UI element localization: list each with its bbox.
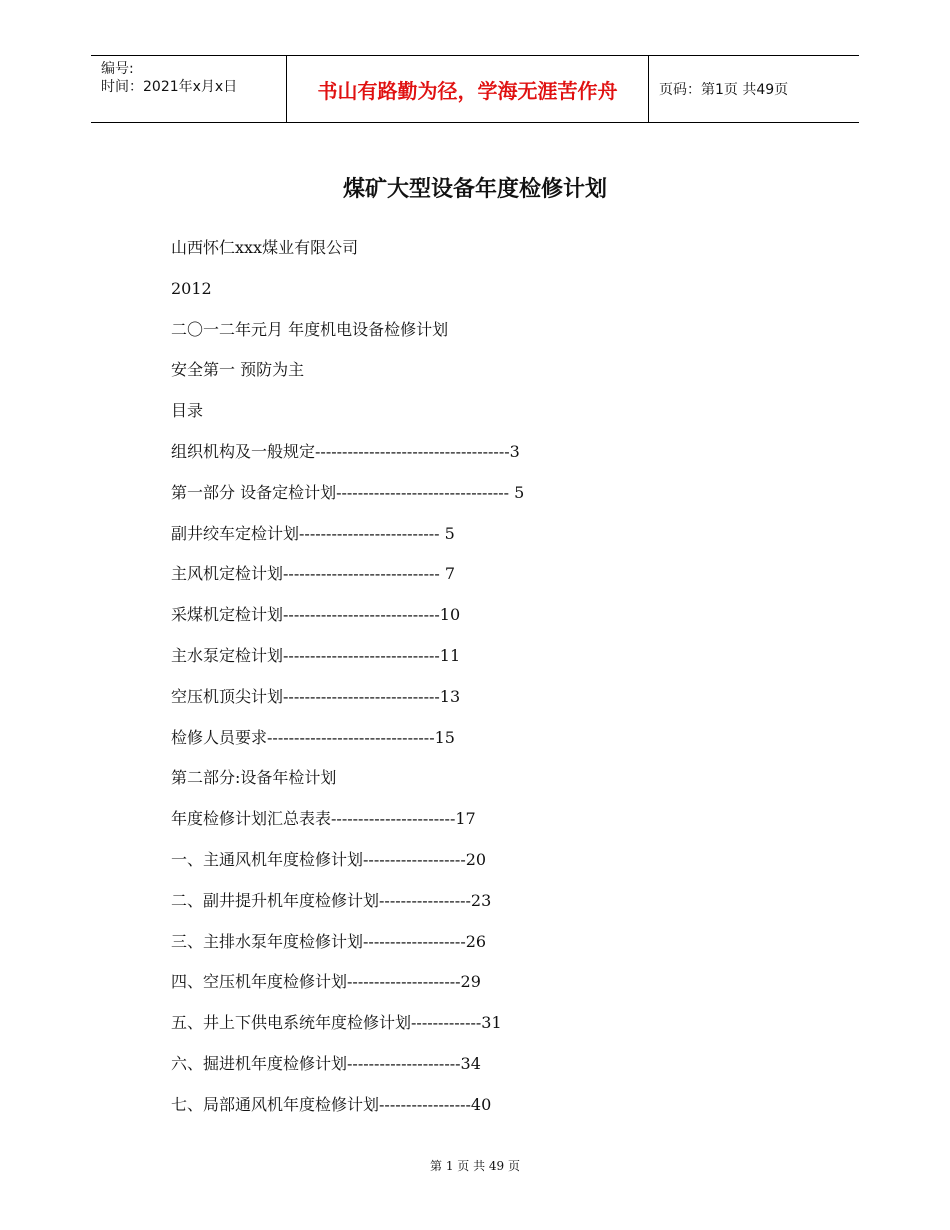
toc-entry: 空压机顶尖计划-----------------------------13 bbox=[171, 686, 461, 706]
toc-entry: 年度检修计划汇总表表-----------------------17 bbox=[171, 809, 476, 829]
toc-entry: 主水泵定检计划-----------------------------11 bbox=[171, 645, 461, 665]
year-line: 2012 bbox=[171, 278, 212, 298]
toc-entry: 主风机定检计划----------------------------- 7 bbox=[171, 564, 456, 584]
document-number-label: 编号: bbox=[101, 61, 134, 77]
toc-entry: 第一部分 设备定检计划-------------------------------- 5 bbox=[171, 482, 525, 502]
toc-heading: 目录 bbox=[171, 401, 204, 421]
toc-entry: 检修人员要求-------------------------------15 bbox=[171, 727, 455, 747]
toc-entry: 五、井上下供电系统年度检修计划-------------31 bbox=[171, 1013, 502, 1033]
toc-entry: 六、掘进机年度检修计划---------------------34 bbox=[171, 1053, 481, 1073]
company-line: 山西怀仁xxx煤业有限公司 bbox=[171, 238, 359, 257]
toc-entry: 采煤机定检计划-----------------------------10 bbox=[171, 605, 461, 625]
plan-date-line: 二〇一二年元月 年度机电设备检修计划 bbox=[171, 319, 449, 339]
page-header bbox=[91, 55, 859, 123]
page-footer: 第 1 页 共 49 页 bbox=[430, 1159, 520, 1173]
toc-entry: 副井绞车定检计划-------------------------- 5 bbox=[171, 523, 455, 543]
header-left-cell bbox=[91, 56, 287, 122]
toc-entry: 组织机构及一般规定------------------------------------3 bbox=[171, 441, 520, 461]
toc-entry: 一、主通风机年度检修计划-------------------20 bbox=[171, 849, 487, 869]
toc-entry: 四、空压机年度检修计划---------------------29 bbox=[171, 972, 481, 992]
document-body bbox=[171, 236, 524, 1134]
toc-entry: 七、局部通风机年度检修计划-----------------40 bbox=[171, 1094, 492, 1114]
safety-slogan: 安全第一 预防为主 bbox=[171, 360, 305, 380]
header-motto: 书山有路勤为径，学海无涯苦作舟 bbox=[287, 56, 649, 122]
header-page-info: 页码：第1页 共49页 bbox=[659, 82, 789, 98]
document-time-label: 时间：2021年x月x日 bbox=[101, 79, 238, 95]
toc-entry: 三、主排水泵年度检修计划-------------------26 bbox=[171, 931, 487, 951]
document-title: 煤矿大型设备年度检修计划 bbox=[342, 177, 607, 202]
toc-section-heading: 第二部分:设备年检计划 bbox=[171, 768, 337, 788]
toc-entry: 二、副井提升机年度检修计划-----------------23 bbox=[171, 890, 492, 910]
